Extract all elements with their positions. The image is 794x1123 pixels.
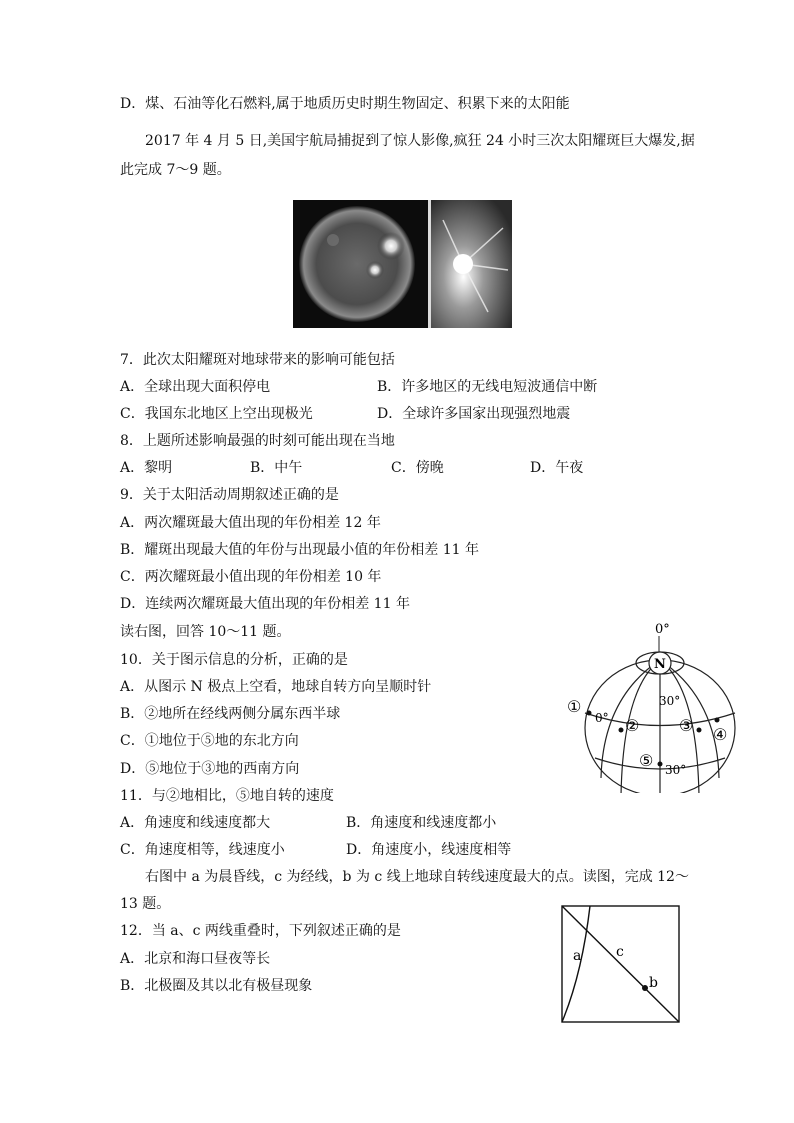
q7-option-b: B．许多地区的无线电短波通信中断 [377, 379, 598, 395]
label-a: a [573, 948, 582, 964]
intro-paragraph-line-1: 2017 年 4 月 5 日,美国宇航局捕捉到了惊人影像,疯狂 24 小时三次太阳耀斑巨大爆发,据 [145, 133, 695, 149]
q10-option-a: A．从图示 N 极点上空看，地球自转方向呈顺时针 [120, 679, 432, 695]
intro-paragraph-line-2: 此完成 7～9 题。 [120, 162, 231, 178]
terminator-line-a [562, 906, 590, 1022]
globe-label-lat30-bottom: 30° [665, 763, 687, 777]
label-b: b [649, 975, 658, 991]
q10-option-b: B．②地所在经线两侧分属东西半球 [120, 706, 341, 722]
q8-option-c: C．傍晚 [391, 460, 444, 476]
q11-option-d: D．角速度小，线速度相等 [346, 842, 512, 858]
q7-option-a: A．全球出现大面积停电 [120, 379, 271, 395]
q12-option-a: A．北京和海口昼夜等长 [120, 951, 271, 967]
read-figure-prompt: 读右图，回答 10～11 题。 [120, 624, 291, 640]
q12-option-b: B．北极圈及其以北有极昼现象 [120, 978, 313, 994]
q7-option-d: D．全球许多国家出现强烈地震 [377, 406, 571, 422]
q10-stem: 10．关于图示信息的分析，正确的是 [120, 652, 348, 668]
q9-option-b: B．耀斑出现最大值的年份与出现最小值的年份相差 11 年 [120, 542, 480, 558]
label-c: c [616, 944, 624, 960]
q9-stem: 9．关于太阳活动周期叙述正确的是 [120, 487, 339, 503]
terminator-figure [560, 904, 681, 1024]
intro2-line-1: 右图中 a 为晨昏线，c 为经线，b 为 c 线上地球自转线速度最大的点。读图，完成 12～ [145, 869, 689, 885]
q8-option-a: A．黎明 [120, 460, 173, 476]
point-2-label: ② [625, 716, 640, 735]
point-5-label: ⑤ [639, 751, 654, 770]
q8-option-d: D．午夜 [530, 460, 584, 476]
sun-disk [299, 206, 415, 322]
point-b [642, 985, 648, 991]
q11-option-a: A．角速度和线速度都大 [120, 815, 271, 831]
q10-option-d: D．⑤地位于③地的西南方向 [120, 761, 300, 777]
point-3-label: ③ [679, 716, 694, 735]
intro2-line-2: 13 题。 [120, 896, 171, 912]
flare-spot [377, 232, 405, 260]
q12-stem: 12．当 a、c 两线重叠时，下列叙述正确的是 [120, 923, 401, 939]
q8-option-b: B．中午 [250, 460, 303, 476]
solar-flare-photo-svg [293, 200, 512, 328]
q10-option-c: C．①地位于⑤地的东北方向 [120, 733, 299, 749]
q11-option-b: B．角速度和线速度都小 [346, 815, 497, 831]
q11-stem: 11．与②地相比，⑤地自转的速度 [120, 788, 334, 804]
q9-option-d: D．连续两次耀斑最大值出现的年份相差 11 年 [120, 596, 410, 612]
north-pole-label: N [654, 657, 666, 672]
point-4-label: ④ [713, 725, 728, 744]
q8-stem: 8．上题所述影响最强的时刻可能出现在当地 [120, 433, 395, 449]
globe-figure [563, 618, 753, 793]
point-1-label: ① [567, 697, 582, 716]
q11-option-c: C．角速度相等，线速度小 [120, 842, 285, 858]
q7-stem: 7．此次太阳耀斑对地球带来的影响可能包括 [120, 352, 395, 368]
globe-label-0-top: 0° [655, 622, 670, 637]
option-d-previous: D．煤、石油等化石燃料,属于地质历史时期生物固定、积累下来的太阳能 [120, 96, 570, 112]
q9-option-c: C．两次耀斑最小值出现的年份相差 10 年 [120, 569, 382, 585]
q7-option-c: C．我国东北地区上空出现极光 [120, 406, 313, 422]
globe-label-lat30: 30° [659, 694, 681, 708]
solar-flare-photo [293, 200, 512, 328]
q9-option-a: A．两次耀斑最大值出现的年份相差 12 年 [120, 515, 381, 531]
globe-label-lon0: 0° [595, 711, 609, 725]
